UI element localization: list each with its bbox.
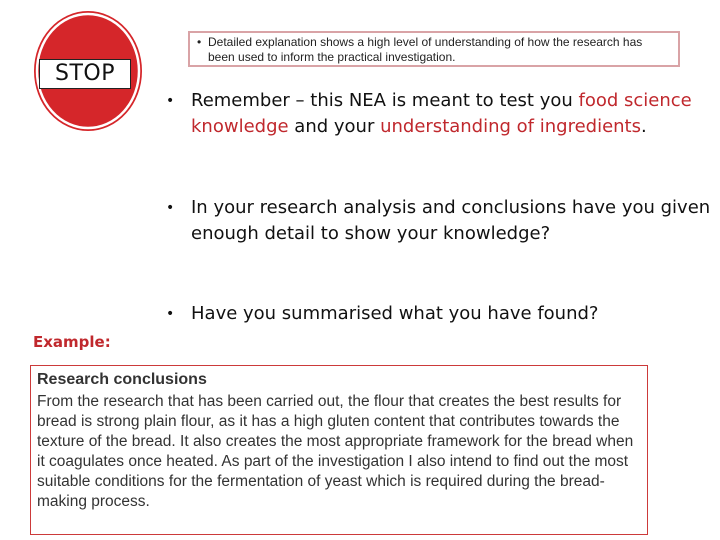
bullet-text: . (641, 116, 647, 137)
stop-label: STOP (39, 59, 131, 89)
bullet-item-detail (160, 195, 720, 247)
conclusion-title: Research conclusions (37, 371, 207, 388)
bullet-text: Have you summarised what you have found? (191, 303, 599, 324)
bullet-text: In your research analysis and conclusions have you given enough detail to show your knowledge? (191, 197, 711, 244)
bullet-mark: • (166, 200, 175, 216)
research-conclusions-box (30, 365, 648, 535)
criteria-box (188, 31, 680, 67)
bullet-item-ingredients (160, 88, 720, 140)
bullet-mark: • (166, 306, 175, 322)
highlight-food-science: food science knowledge (191, 90, 692, 137)
criteria-bullet: • (197, 35, 202, 49)
conclusion-body: From the research that has been carried out, the flour that creates the best results for bread is strong plain flour, as it has a high gluten content that contributes towards the texture of the bread. It also creates the most appropriate framework for the bread when it coagulates once heated. As part of the investigation I also intend to find out the most suitable conditions for the fermentation of yeast which is required during the bread-making process. (37, 393, 634, 510)
bullet-item-summary (160, 301, 720, 327)
criteria-text: Detailed explanation shows a high level of understanding of how the research has been used to inform the practical investigation. (208, 35, 643, 64)
example-label: Example: (33, 333, 111, 351)
bullet-mark: • (166, 93, 175, 109)
bullet-text: Remember – this NEA is meant to test you (191, 90, 579, 111)
bullet-text: and your (288, 116, 381, 137)
highlight-ingredients: understanding of ingredients (380, 116, 641, 137)
